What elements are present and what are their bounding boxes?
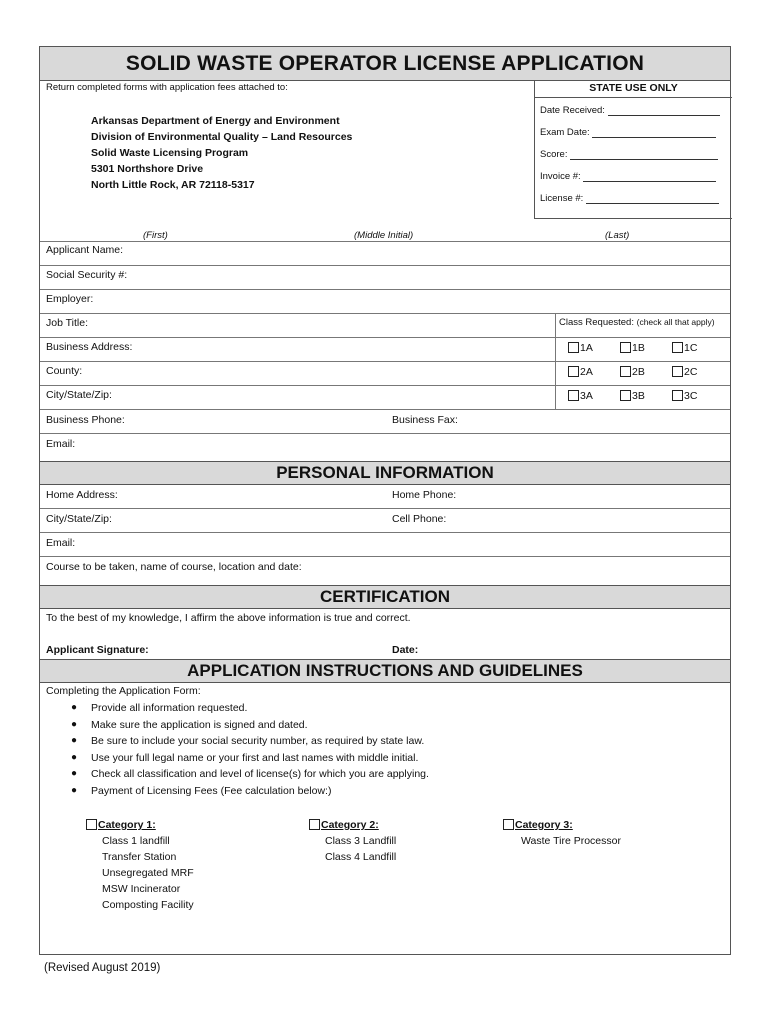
category-1-item: Composting Facility (102, 899, 194, 911)
city-state-zip-field[interactable]: City/State/Zip: (46, 389, 112, 401)
category-2-title: Category 2: (321, 819, 379, 831)
county-field[interactable]: County: (46, 365, 83, 377)
list-item-text: Be sure to include your social security number, as required by state law. (91, 735, 425, 748)
checkbox-icon[interactable] (86, 819, 97, 830)
class-1c-checkbox[interactable] (672, 342, 697, 354)
checkbox-icon[interactable] (309, 819, 320, 830)
employer-field[interactable]: Employer: (46, 293, 94, 305)
category-1-title: Category 1: (98, 819, 156, 831)
bullet-icon: ● (71, 751, 78, 763)
list-item (45, 717, 429, 734)
checkbox-icon[interactable] (672, 390, 683, 401)
score-blank[interactable] (570, 149, 718, 160)
mailing-address (91, 113, 352, 193)
personal-email-field[interactable]: Email: (46, 537, 76, 549)
checkbox-icon[interactable] (672, 342, 683, 353)
revision-note: (Revised August 2019) (44, 962, 161, 974)
category-3-title: Category 3: (515, 819, 573, 831)
state-use-box (534, 80, 732, 219)
score-field[interactable] (540, 149, 718, 160)
license-blank[interactable] (586, 193, 719, 204)
bullet-icon: ● (71, 718, 78, 730)
first-name-hint: (First) (143, 230, 168, 241)
checkbox-icon[interactable] (568, 390, 579, 401)
class-3c-checkbox[interactable] (672, 390, 697, 402)
address-line: North Little Rock, AR 72118-5317 (91, 179, 255, 191)
address-line: 5301 Northshore Drive (91, 163, 204, 175)
class-option-label: 3C (684, 390, 698, 402)
list-item-text: Make sure the application is signed and dated. (91, 718, 308, 731)
applicant-signature-field[interactable]: Applicant Signature: (46, 644, 149, 656)
return-instructions: Return completed forms with application fees attached to: (46, 82, 288, 93)
class-option-label: 2B (632, 366, 645, 378)
email-field[interactable]: Email: (46, 438, 76, 450)
personal-info-heading: PERSONAL INFORMATION (40, 461, 730, 485)
business-address-field[interactable]: Business Address: (46, 341, 133, 353)
exam-date-blank[interactable] (592, 127, 716, 138)
category-1[interactable] (86, 815, 194, 913)
ssn-field[interactable]: Social Security #: (46, 269, 128, 281)
invoice-field[interactable] (540, 171, 716, 182)
class-option-label: 1B (632, 342, 645, 354)
category-2-item: Class 4 Landfill (325, 851, 397, 863)
application-form (39, 46, 731, 955)
class-option-label: 3B (632, 390, 645, 402)
list-item-text: Payment of Licensing Fees (Fee calculation below:) (91, 784, 332, 797)
instructions-intro: Completing the Application Form: (46, 685, 201, 697)
category-3-item: Waste Tire Processor (521, 835, 621, 847)
category-1-item: Transfer Station (102, 851, 177, 863)
bullet-icon: ● (71, 702, 78, 713)
checkbox-icon[interactable] (503, 819, 514, 830)
date-received-label: Date Received: (540, 105, 605, 116)
class-option-label: 2A (580, 366, 593, 378)
list-item-text: Provide all information requested. (91, 702, 248, 714)
license-field[interactable] (540, 193, 719, 204)
list-item (45, 700, 429, 717)
checkbox-icon[interactable] (672, 366, 683, 377)
middle-initial-hint: (Middle Initial) (354, 230, 414, 241)
class-requested-title: Class Requested: (559, 317, 634, 328)
signature-date-field[interactable]: Date: (392, 644, 419, 656)
bullet-icon: ● (71, 735, 78, 747)
list-item-text: Use your full legal name or your first and last names with middle initial. (91, 751, 419, 764)
class-1b-checkbox[interactable] (620, 342, 645, 354)
class-option-label: 3A (580, 390, 593, 402)
checkbox-icon[interactable] (568, 366, 579, 377)
state-use-heading: STATE USE ONLY (535, 80, 732, 98)
exam-date-field[interactable] (540, 127, 716, 138)
date-received-blank[interactable] (608, 105, 720, 116)
class-requested-note: (check all that apply) (636, 317, 715, 327)
category-2[interactable] (309, 815, 396, 865)
list-item-text: Check all classification and level of license(s) for which you are applying. (91, 768, 429, 781)
category-1-item: Unsegregated MRF (102, 867, 194, 879)
certification-heading: CERTIFICATION (40, 585, 730, 609)
last-name-hint: (Last) (605, 230, 630, 241)
home-address-field[interactable]: Home Address: (46, 489, 118, 501)
license-label: License #: (540, 193, 584, 204)
cell-phone-field[interactable]: Cell Phone: (392, 513, 447, 525)
class-2a-checkbox[interactable] (568, 366, 593, 378)
business-fax-field[interactable]: Business Fax: (392, 414, 458, 426)
checkbox-icon[interactable] (620, 366, 631, 377)
class-3a-checkbox[interactable] (568, 390, 593, 402)
class-option-label: 1C (684, 342, 698, 354)
exam-date-label: Exam Date: (540, 127, 590, 138)
bullet-icon: ● (71, 768, 78, 780)
class-2b-checkbox[interactable] (620, 366, 645, 378)
certification-statement: To the best of my knowledge, I affirm the above information is true and correct. (46, 612, 411, 624)
class-1a-checkbox[interactable] (568, 342, 593, 354)
score-label: Score: (540, 149, 568, 160)
address-line: Solid Waste Licensing Program (91, 147, 249, 159)
job-title-field[interactable]: Job Title: (46, 317, 89, 329)
category-2-item: Class 3 Landfill (325, 835, 397, 847)
business-phone-field[interactable]: Business Phone: (46, 414, 125, 426)
address-line: Division of Environmental Quality – Land Resources (91, 131, 353, 143)
applicant-name-field[interactable]: Applicant Name: (46, 244, 124, 256)
class-option-label: 1A (580, 342, 593, 354)
personal-city-state-zip-field[interactable]: City/State/Zip: (46, 513, 112, 525)
checkbox-icon[interactable] (620, 342, 631, 353)
class-requested-label (559, 317, 715, 328)
home-phone-field[interactable]: Home Phone: (392, 489, 457, 501)
bullet-icon: ● (71, 784, 78, 796)
list-item (45, 783, 429, 800)
list-item (45, 733, 429, 750)
class-option-label: 2C (684, 366, 698, 378)
invoice-blank[interactable] (583, 171, 716, 182)
date-received-field[interactable] (540, 105, 720, 116)
class-2c-checkbox[interactable] (672, 366, 697, 378)
instructions-heading: APPLICATION INSTRUCTIONS AND GUIDELINES (40, 659, 730, 683)
category-3[interactable] (503, 815, 621, 849)
checkbox-icon[interactable] (568, 342, 579, 353)
form-title: SOLID WASTE OPERATOR LICENSE APPLICATION (40, 47, 730, 81)
checkbox-icon[interactable] (620, 390, 631, 401)
instructions-list (45, 700, 429, 800)
category-1-item: Class 1 landfill (102, 835, 170, 847)
list-item (45, 750, 429, 767)
class-3b-checkbox[interactable] (620, 390, 645, 402)
address-line: Arkansas Department of Energy and Environment (91, 115, 340, 127)
invoice-label: Invoice #: (540, 171, 581, 182)
list-item (45, 766, 429, 783)
course-field[interactable]: Course to be taken, name of course, location and date: (46, 561, 302, 573)
category-1-item: MSW Incinerator (102, 883, 181, 895)
